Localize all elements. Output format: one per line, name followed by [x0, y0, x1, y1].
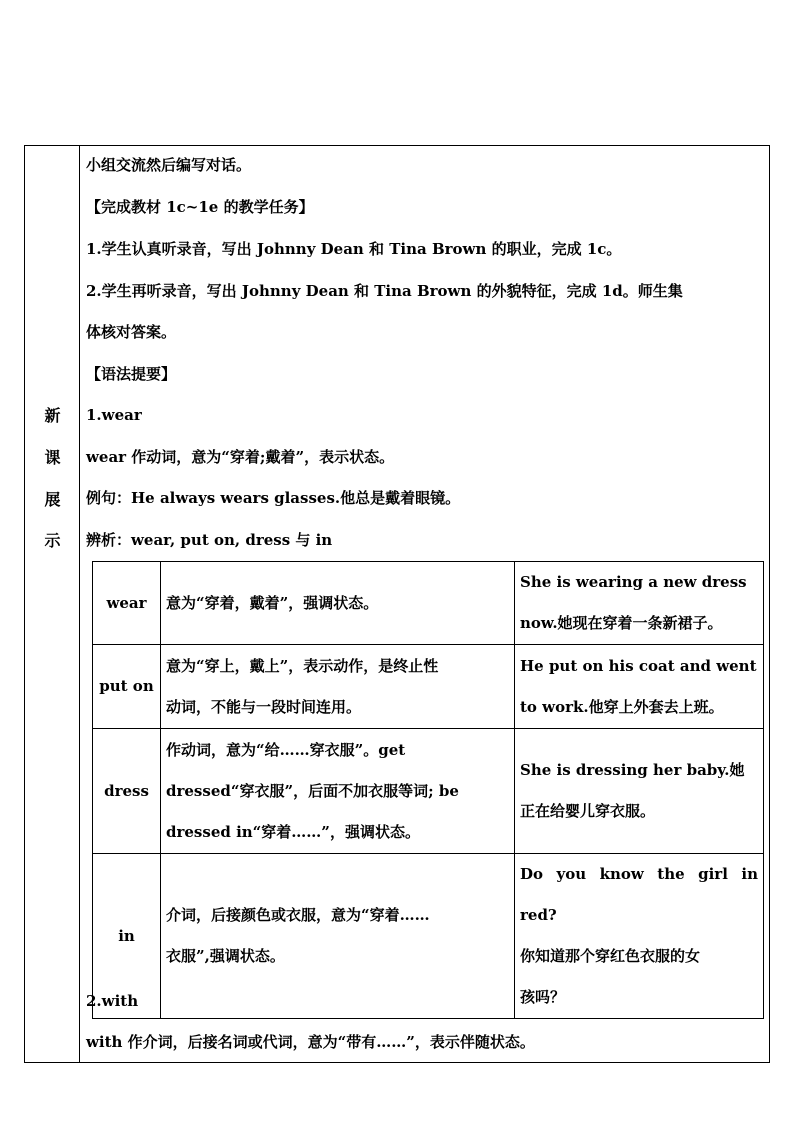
- example-line: He put on his coat and went: [520, 656, 757, 675]
- word-cell: dress: [93, 729, 161, 854]
- word-cell: in: [93, 854, 161, 1019]
- side-title-char: 新: [44, 406, 61, 425]
- example-cell: [515, 562, 764, 645]
- section-heading-task: 【完成教材 1c~1e 的教学任务】: [86, 198, 314, 216]
- meaning-line: dressed“穿衣服”，后面不加衣服等词; be: [166, 781, 459, 800]
- example-line: She is wearing a new dress: [520, 573, 747, 591]
- paragraph-group-discussion: 小组交流然后编写对话。: [86, 156, 252, 174]
- meaning-line: dressed in“穿着……”，强调状态。: [166, 822, 420, 841]
- example-line: to work.他穿上外套去上班。: [520, 697, 724, 716]
- example-line: 你知道那个穿红色衣服的女: [520, 947, 701, 965]
- example-line: 正在给婴儿穿衣服。: [520, 802, 656, 820]
- word-cell: put on: [93, 645, 161, 729]
- grammar-point-2-definition: with 作介词，后接名词或代词，意为“带有……”，表示伴随状态。: [86, 1033, 535, 1051]
- meaning-cell: [161, 645, 515, 729]
- meaning-line: 介词，后接颜色或衣服，意为“穿着……: [166, 906, 430, 924]
- meaning-line: 动词，不能与一段时间连用。: [166, 697, 362, 716]
- table-row: [93, 562, 764, 645]
- section-heading-grammar: 【语法提要】: [86, 365, 177, 383]
- example-cell: [515, 729, 764, 854]
- example-line: 孩吗？: [520, 988, 566, 1006]
- meaning-line: 意为“穿着，戴着”，强调状态。: [166, 593, 379, 612]
- step-1: 1.学生认真听录音，写出 Johnny Dean 和 Tina Brown 的职业，完成 1c。: [86, 240, 622, 258]
- table-row: [93, 645, 764, 729]
- comparison-table: [92, 561, 764, 1019]
- step-2-continued: 体核对答案。: [86, 323, 177, 341]
- meaning-cell: [161, 562, 515, 645]
- comparison-heading: 辨析：wear, put on, dress 与 in: [86, 531, 333, 549]
- side-title-char: 展: [44, 490, 61, 509]
- example-cell: [515, 854, 764, 1019]
- meaning-line: 意为“穿上，戴上”，表示动作，是终止性: [166, 656, 439, 675]
- example-line: now.她现在穿着一条新裙子。: [520, 614, 723, 632]
- meaning-line: 衣服”,强调状态。: [166, 947, 285, 965]
- example-line: She is dressing her baby.她: [520, 761, 745, 779]
- step-2: 2.学生再听录音，写出 Johnny Dean 和 Tina Brown 的外貌特征，完成 1d。师生集: [86, 282, 683, 300]
- side-title-column: [25, 146, 80, 1062]
- meaning-line: 作动词，意为“给……穿衣服”。get: [166, 740, 406, 759]
- meaning-cell: [161, 729, 515, 854]
- side-title-char: 示: [44, 531, 61, 550]
- meaning-cell: [161, 854, 515, 1019]
- grammar-point-2-title: 2.with: [86, 992, 139, 1010]
- word-cell: wear: [93, 562, 161, 645]
- example-cell: [515, 645, 764, 729]
- grammar-point-1-title: 1.wear: [86, 406, 142, 424]
- table-row: [93, 854, 764, 1019]
- grammar-point-1-definition: wear 作动词，意为“穿着;戴着”，表示状态。: [86, 448, 395, 466]
- side-title-char: 课: [44, 448, 61, 467]
- example-line: Do you know the girl in red?: [520, 865, 758, 924]
- table-row: [93, 729, 764, 854]
- grammar-point-1-example: 例句：He always wears glasses.他总是戴着眼镜。: [86, 489, 461, 507]
